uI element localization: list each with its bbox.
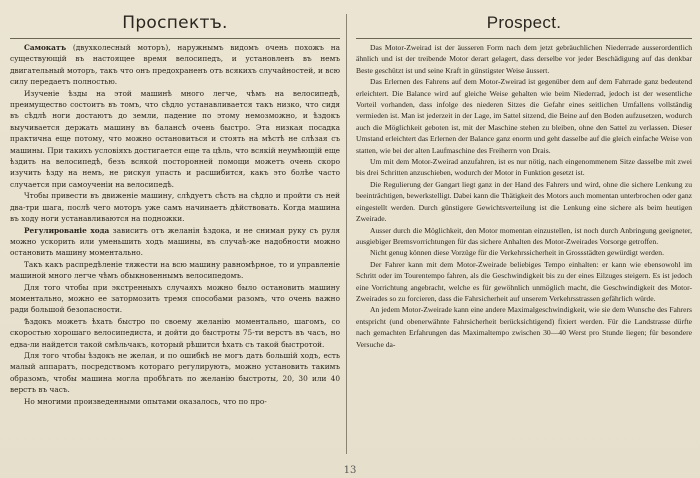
paragraph-lead: Самокатъ (24, 43, 67, 52)
russian-paragraph (10, 259, 340, 282)
russian-paragraph (10, 225, 340, 259)
paragraph-text: Изученіе ѣзды на этой машинѣ много легче, чѣмъ на велосипедѣ, преимущество состоитъ въ томъ, что сѣдло устанавливается такъ низко, что сидя въ сѣдлѣ ноги достаютъ до земли, падение по этому немозможно, и ѣздокъ выучивается держать машину въ балансѣ очень быстро. Эта низкая посадка практична еще потому, что можно остановиться и стоять на мѣстѣ не слѣзая съ машины. При такихъ условіяхъ достигается еще та цѣль, что всякій неумѣющій еще ѣздить на велосипедѣ, безъ всякой посторонней помощи можетъ очень скоро изучить ѣзду на немъ, не рискуя упасть и расшибится, какъ это болѣе часто случается при самоученіи на велосипедѣ. (10, 88, 340, 189)
russian-paragraph (10, 350, 340, 396)
german-title: Prospect. (486, 13, 562, 32)
paragraph-text: зависитъ отъ желанія ѣздока, и не снимая руку съ руля можно ускорить или уменьшить ходъ машины, въ случаѣ-же надобности можно остановить машину моментально. (10, 225, 340, 258)
german-paragraph: An jedem Motor-Zweirade kann eine andere Maximalgeschwindigkeit, wie sie dem Wunsche des Fahrers entspricht (und obenerwähnte Fahrsicherheit berücksichtigend) fixiert werden. Für die Landstrasse dürfte nach gemachten Erfahrungen das Maximaltempo zwischen 30—40 Werst pro Stunde liegen; für besondere Versuche da- (356, 305, 692, 349)
paragraph-text: Чтобы привести въ движеніе машину, слѣдуетъ сѣсть на сѣдло и пройти съ ней два-три шага, послѣ чего моторъ уже самъ начинаетъ дѣйствовать. Когда машина въ ходу ноги устанавливаются на подножки. (10, 191, 340, 224)
paragraph-text: (двухколесный моторъ), наружнымъ видомъ очень похожъ на существующій въ настоящее время велосипедъ, и установленъ въ немъ двигательный моторъ, такъ что онъ предохраненъ отъ всякихъ случайностей, и всю силу передаетъ полностью. (10, 43, 340, 87)
paragraph-lead: Регулированіе хода (24, 225, 110, 235)
column-divider (346, 14, 347, 454)
paragraph-text: Но многими произведенными опытами оказалось, что по про- (24, 396, 267, 406)
paragraph-text: Такъ какъ распредѣленіе тяжести на всю машину равномѣрное, то и управленіе машиной много легче чѣмъ обыкновеннымъ велосипедомъ. (10, 259, 340, 281)
title-rule (10, 38, 340, 39)
german-paragraph: Um mit dem Motor-Zweirad anzufahren, ist es nur nötig, nach eingenommenem Sitze dasselbe mit zwei bis drei Schritten anzuschieben, wodurch der Motor in Funktion gesetzt ist. (356, 157, 692, 178)
russian-paragraph (10, 316, 340, 350)
russian-body (10, 42, 340, 407)
paragraph-text: Ѣздокъ можетъ ѣхать быстро по своему желанію моментально, шагомъ, со скоростью хорошаго велосипедиста, и дойти до быстроты 75-ти верстъ въ часъ, но едва-ли найдется такой смѣльчакъ, который рѣшится ѣхать съ такой быстротой. (10, 316, 340, 349)
german-column (356, 12, 692, 350)
paragraph-text: Для того чтобы при экстренныхъ случаяхъ можно было остановить машину моментально, можно ее затормозить тремя способами разомъ, что очень важно ради большой безопасности. (10, 282, 340, 315)
german-paragraph: Ausser durch die Möglichkeit, den Motor momentan einzustellen, ist noch durch Anbringung geeigneter, ausgiebiger Bremsvorrichtungen für das sichere Anhalten des Motor-Zweirades Vorsorge getroffen. (356, 225, 692, 246)
german-paragraph: Nicht genug können diese Vorzüge für die Verkehrssicherheit in Grossstädten gewürdigt werden. (370, 248, 664, 258)
page-number: 13 (343, 465, 357, 476)
russian-paragraph (10, 88, 340, 191)
german-paragraph: Das Erlernen des Fahrens auf dem Motor-Zweirad ist gegenüber dem auf dem Fahrrade ganz bedeutend erleichtert. Die Balance wird auf gleiche Weise gehalten wie beim Niederrad, jedoch ist der wesentliche Vorteil vorhanden, dass infolge des niederen Sitzes die Gefahr eines seitlichen Umfallens vollständig vermieden ist. Man ist jederzeit in der Lage, im Sattel sitzend, die Beine auf den Boden aufzusetzen, wodurch auch die Möglichkeit geboten ist, mit der Maschine stehen zu bleiben, ohne den Sattel zu verlassen. Dieser Umstand erleichtert das Erlernen der Balance ganz enorm und geht dasselbe auf die gleich einfache Weise von statten, wie bei der alten Laufmaschine des Freiherrn von Drais. (356, 77, 692, 155)
russian-column (10, 12, 340, 407)
german-body (356, 42, 692, 350)
russian-paragraph (10, 190, 340, 224)
german-paragraph: Die Regulierung der Gangart liegt ganz in der Hand des Fahrers und wird, ohne die sichere Lenkung zu beeinträchtigen, bewerkstelligt. Dabei kann die Thätigkeit des Motors auch momentan unterbrochen oder ganz eingestellt werden. Durch günstigere Gewichtsverteilung ist die Lenkung eine sichere als beim heutigen Zweirade. (356, 179, 692, 224)
paragraph-text: Для того чтобы ѣздокъ не желая, и по ошибкѣ не могъ дать большій ходъ, есть малый аппаратъ, посредствомъ котораго регулируютъ, можно установить такимъ образомъ, чтобы машина могла пробѣгать по желанію быстроты, 20, 30 или 40 верстъ въ часъ. (10, 350, 340, 395)
russian-paragraph (10, 396, 340, 407)
russian-paragraph (10, 42, 340, 88)
russian-paragraph (10, 282, 340, 316)
russian-title: Проспектъ. (122, 13, 228, 33)
title-rule (356, 38, 692, 39)
german-paragraph: Der Fahrer kann mit dem Motor-Zweirade beliebiges Tempo einhalten: er kann wie ebensowohl im Schritt oder im Tourentempo fahren, als die Geschwindigkeit bis zu der eines Eilzuges steigern. Es ist jedoch eine Vorrichtung angebracht, welche es für gewöhnlich unmöglich macht, die Geschwindigkeit des Motor-Zweirades so zu forcieren, dass die Fahrsicherheit auf unserem Verkehrsstrassen gefährlich würde. (356, 259, 692, 303)
german-paragraph: Das Motor-Zweirad ist der äusseren Form nach dem jetzt gebräuchlichen Niederrade ausserordentlich ähnlich und ist der treibende Motor derart gelagert, dass derselbe vor jeder Beschädigung auf das denkbar Beste geschützt ist und seine Kraft in günstigster Weise äussert. (356, 43, 692, 75)
